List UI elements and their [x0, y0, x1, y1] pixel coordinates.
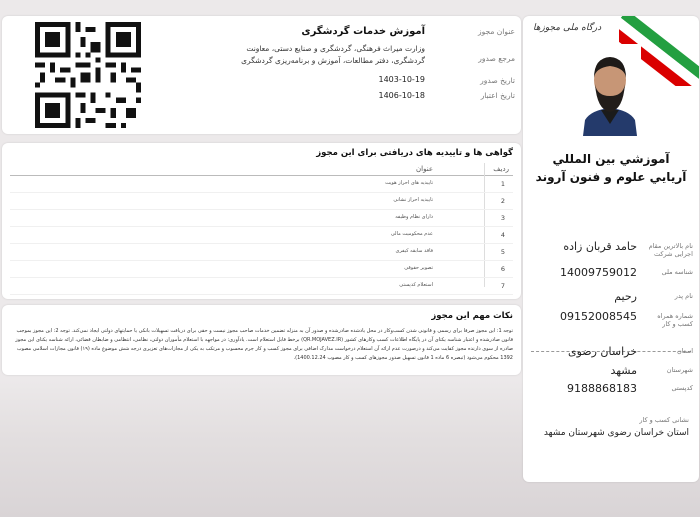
national-id-row: شناسه ملی 14009759012 — [560, 266, 693, 279]
notes-card — [2, 305, 521, 375]
issuer-label: مرجع صدور — [478, 54, 515, 63]
certificates-title: گواهی ها و تاییدیه های دریافتی برای این مجوز — [316, 148, 513, 158]
province-row: استان خراسان رضوی — [567, 345, 693, 358]
issue-date-label: تاریخ صدور — [480, 76, 515, 85]
table-row: 4 عدم محکومیت مالی — [10, 227, 513, 244]
valid-until-date: 1406-10-18 — [378, 91, 425, 100]
business-phone-row: شماره همراه کسب و کار 09152008545 — [560, 310, 693, 328]
notes-title: نکات مهم این مجوز — [431, 311, 513, 321]
table-row: 3 دارای نظام وظیفه — [10, 210, 513, 227]
notes-text: توجه 1: این مجوز صرفا برای رسمی و قانونی شدن کسب‌وکار در محل یادشده صادرشده و صدور آن به منزله تضمین خدمات صاحب مجوز نیست و حقی برای دریافت تسهیلات بانکی یا حمایتهای دولتی ایجاد نمی‌کند. توجه 2: این مجوز بموجب قانون صادرشده و اعتبار شناسه یکتای آن در پایگاه اطلاعات کسب وکارهای کشور (QR.MOJAVEZ.IR) برخط قابل استعلام است. یادآوری: در مواجهه با استعلام مأموران دولتی، نظامی، انتظامی و ضابطان قضائی، ارائه شناسه یکتای این مجوز صادره از سوی دارنده مجوز کفایت می‌کند و درصورت عدم ارائه آن استعلام درخواست مدارک اضافی برای مجوز کسب و کار جرم محسوب و مرتکب به یکی از مجازات‌های تعزیری درجه شش موضوع ماده (۱۹) قانون مجازات اسلامی مصوب 1392 محکوم می‌شود (تبصره 6 ماده 1 قانون تسهیل صدور مجوزهای کسب و کار مصوب 1400.12.24). — [15, 328, 513, 361]
table-row: 1 تاییدیه های احراز هویت — [10, 176, 513, 193]
qr-code — [35, 22, 141, 128]
table-row: 7 استعلام کدپستی — [10, 278, 513, 295]
avatar — [579, 44, 641, 136]
table-row: 5 فاقد سابقه کیفری — [10, 244, 513, 261]
postal-code-row: کدپستی 9188868183 — [567, 382, 693, 395]
issuer-value: وزارت میراث فرهنگی، گردشگری و صنایع دستی، معاونت گردشگری، دفتر مطالعات، آموزش و برنامه‌ریزی گردشگری — [241, 44, 425, 65]
license-card — [2, 16, 521, 134]
license-title: آموزش خدمات گردشگری — [301, 26, 425, 37]
license-title-label: عنوان مجوز — [478, 27, 515, 36]
address-label: نشانی کسب و کار — [639, 416, 689, 424]
issue-date: 1403-10-19 — [378, 75, 425, 84]
executive-name-row: نام بالاترین مقام اجرایی شرکت حامد قربان زاده — [563, 240, 693, 258]
address-value: استان خراسان رضوی شهرستان مشهد — [543, 428, 689, 438]
table-row: 6 تصویر حقوقی — [10, 261, 513, 278]
header-name: عنوان — [416, 165, 433, 173]
valid-until-label: تاریخ اعتبار — [480, 91, 515, 100]
header-index: ردیف — [493, 165, 509, 173]
table-header — [10, 163, 513, 176]
father-name-row: نام پدر رحیم — [614, 290, 693, 303]
company-name: آموزشي بين المللي آريايي علوم و فنون آروند — [535, 152, 687, 184]
city-row: شهرستان مشهد — [610, 364, 693, 377]
table-row: 2 تاییدیه احراز نشانی — [10, 193, 513, 210]
profile-card — [523, 16, 699, 482]
certificates-table — [10, 163, 513, 295]
certificates-card — [2, 143, 521, 299]
portal-logo: درگاه ملی مجوزها — [533, 23, 602, 33]
